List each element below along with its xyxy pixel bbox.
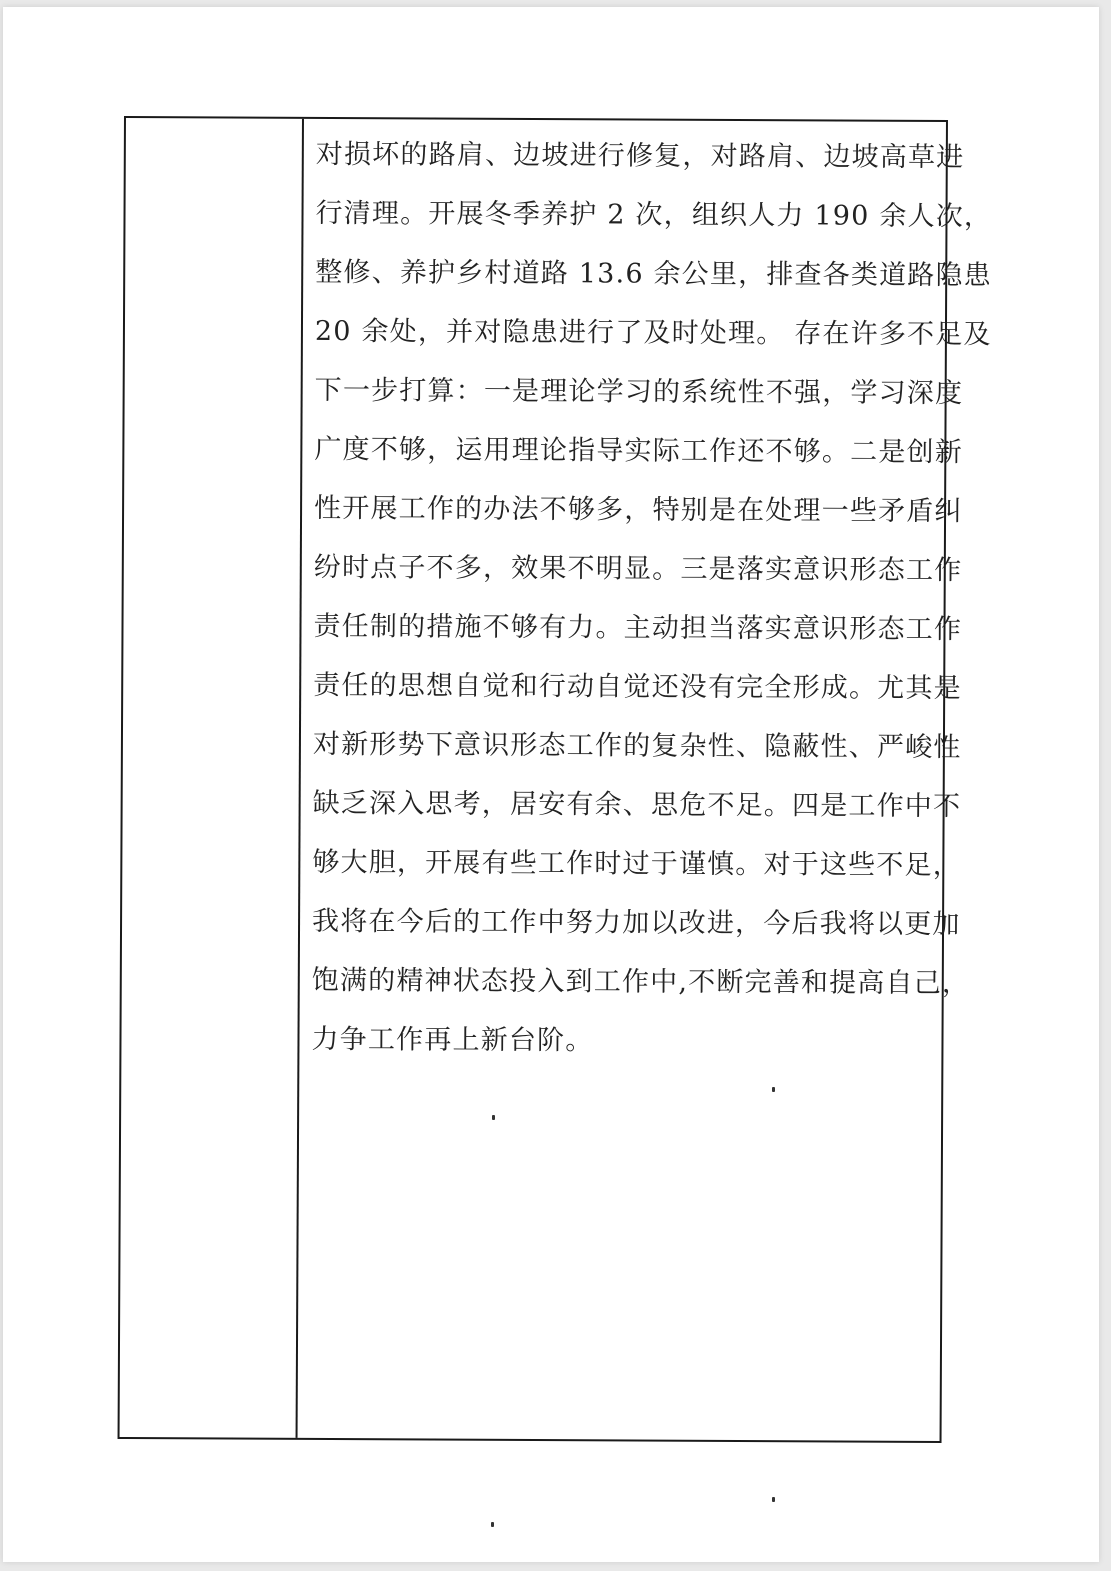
- form-table: [118, 116, 993, 1443]
- body-paragraph: [311, 125, 993, 1072]
- label-cell: [120, 118, 304, 1438]
- scan-speck: [492, 1115, 495, 1120]
- text-line-12: 缺乏深入思考，居安有余、思危不足。四是工作中不: [312, 787, 962, 823]
- content-cell: [298, 119, 993, 1441]
- text-line-5: 下一步打算：一是理论学习的系统性不强，学习深度: [314, 374, 964, 410]
- text-line-10: 责任的思想自觉和行动自觉还没有完全形成。尤其是: [313, 669, 962, 705]
- text-line-3: 整修、养护乡村道路 13.6 余公里，排查各类道路隐患: [315, 256, 992, 292]
- scan-speck: [772, 1497, 775, 1502]
- scanned-page: [3, 7, 1099, 1562]
- scan-speck: [491, 1522, 494, 1527]
- text-line-7: 性开展工作的办法不够多，特别是在处理一些矛盾纠: [314, 492, 963, 528]
- text-line-13: 够大胆，开展有些工作时过于谨慎。对于这些不足，: [312, 846, 962, 882]
- text-line-8: 纷时点子不多，效果不明显。三是落实意识形态工作: [313, 551, 963, 587]
- text-line-11: 对新形势下意识形态工作的复杂性、隐蔽性、严峻性: [312, 728, 962, 764]
- scan-speck: [772, 1087, 775, 1092]
- text-line-14: 我将在今后的工作中努力加以改进，今后我将以更加: [311, 905, 961, 941]
- text-line-4: 20 余处，并对隐患进行了及时处理。 存在许多不足及: [314, 315, 992, 351]
- text-line-2: 行清理。开展冬季养护 2 次，组织人力 190 余人次，: [315, 197, 993, 233]
- text-line-16: 力争工作再上新台阶。: [311, 1023, 594, 1057]
- text-line-9: 责任制的措施不够有力。主动担当落实意识形态工作: [313, 610, 963, 646]
- text-line-15: 饱满的精神状态投入到工作中,不断完善和提高自己，: [311, 964, 971, 1000]
- text-line-6: 广度不够，运用理论指导实际工作还不够。二是创新: [314, 433, 964, 469]
- text-line-1: 对损坏的路肩、边坡进行修复，对路肩、边坡高草进: [315, 138, 965, 174]
